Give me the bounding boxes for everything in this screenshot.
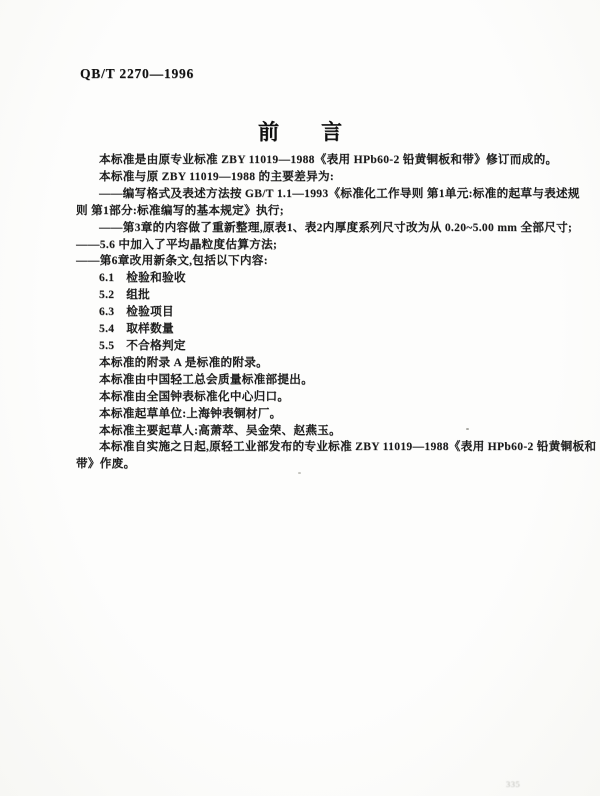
text-line: ——第6章改用新条文,包括以下内容: (76, 254, 268, 268)
text-line: 本标准由全国钟表标准化中心归口。 (99, 389, 290, 403)
text-line: 本标准起草单位:上海钟表铜材厂。 (99, 406, 282, 420)
text-line: 则 第1部分:标准编写的基本规定》执行; (76, 203, 284, 217)
list-item: 5.5 不合格判定 (99, 338, 186, 352)
page-title: 前 言 (258, 120, 342, 144)
page-number: 335 (506, 779, 521, 789)
text-line: 带》作废。 (76, 457, 136, 471)
text-line: ——第3章的内容做了重新整理,原表1、表2内厚度系列尺寸改为从 0.20~5.00 mm 全部尺寸; (99, 220, 573, 234)
body-text (76, 152, 597, 473)
text-line: 本标准主要起草人:高萧萃、吴金荣、赵燕玉。 (99, 423, 342, 437)
text-line: 本标准由中国轻工总会质量标准部提出。 (99, 372, 314, 386)
list-item: 5.2 组批 (99, 288, 151, 302)
list-item: 5.4 取样数量 (99, 322, 174, 336)
list-item: 6.3 检验项目 (99, 305, 174, 319)
list-item: 6.1 检验和验收 (99, 271, 186, 285)
scan-speck (298, 472, 301, 474)
text-line: 本标准是由原专业标准 ZBY 11019—1988《表用 HPb60-2 铅黄铜板和带》修订而成的。 (99, 153, 558, 166)
text-line: ——编写格式及表述方法按 GB/T 1.1—1993《标准化工作导则 第1单元:标准的起草与表述规 (99, 186, 580, 200)
scan-speck (466, 428, 469, 430)
doc-number: QB/T 2270—1996 (80, 66, 195, 81)
text-line: 本标准的附录 A 是标准的附录。 (99, 355, 269, 369)
text-line: 本标准自实施之日起,原轻工业部发布的专业标准 ZBY 11019—1988《表用 HPb60-2 铅黄铜板和 (99, 440, 597, 454)
text-line: 本标准与原 ZBY 11019—1988 的主要差异为: (99, 169, 335, 183)
text-line: ——5.6 中加入了平均晶粒度估算方法; (76, 237, 278, 251)
